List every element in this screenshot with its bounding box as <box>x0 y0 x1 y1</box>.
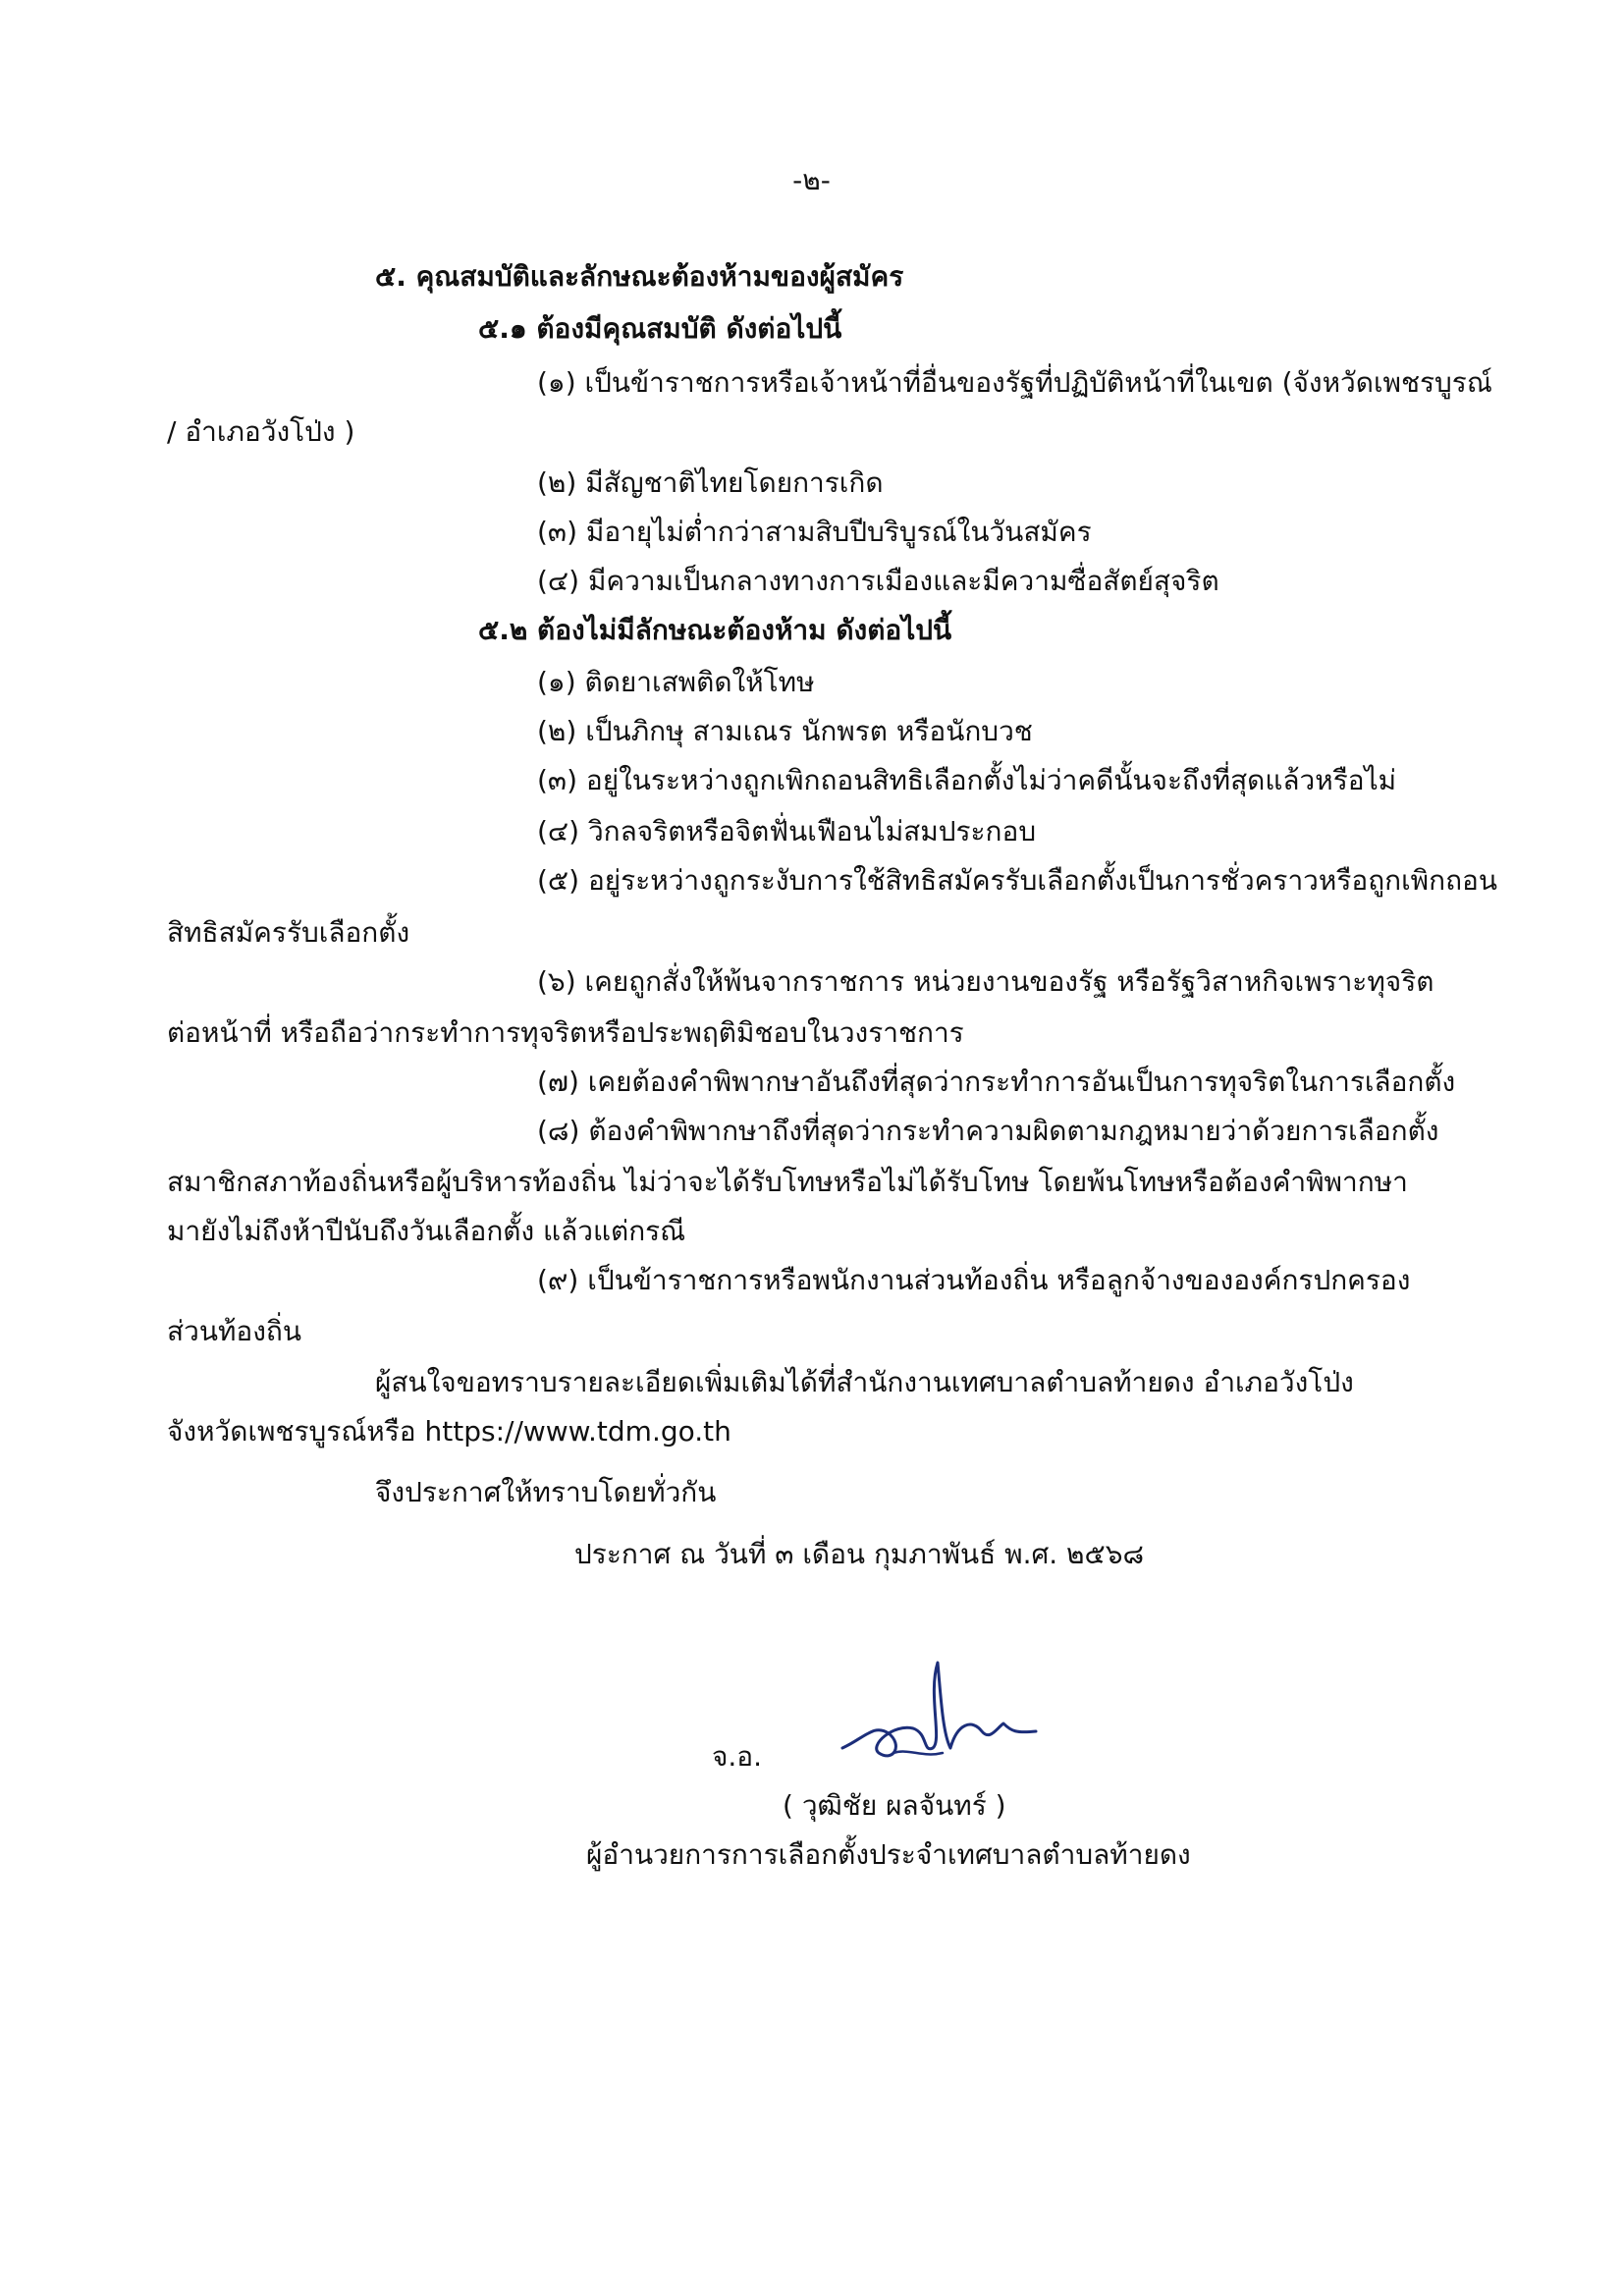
section-5-1-heading: ๕.๑ ต้องมีคุณสมบัติ ดังต่อไปนี้ <box>478 312 842 345</box>
prohibition-item: (๖) เคยถูกสั่งให้พ้นจากราชการ หน่วยงานของรัฐ หรือรัฐวิสาหกิจเพราะทุจริต <box>537 965 1434 998</box>
prohibition-item-continuation: ต่อหน้าที่ หรือถือว่ากระทำการทุจริตหรือประพฤติมิชอบในวงราชการ <box>167 1016 964 1049</box>
prohibition-item: (๗) เคยต้องคำพิพากษาอันถึงที่สุดว่ากระทำการอันเป็นการทุจริตในการเลือกตั้ง <box>537 1066 1456 1098</box>
prohibition-item: (๕) อยู่ระหว่างถูกระงับการใช้สิทธิสมัครรับเลือกตั้งเป็นการชั่วคราวหรือถูกเพิกถอน <box>537 864 1498 897</box>
prohibition-item: (๒) เป็นภิกษุ สามเณร นักพรต หรือนักบวช <box>537 715 1033 747</box>
prohibition-item: (๓) อยู่ในระหว่างถูกเพิกถอนสิทธิเลือกตั้งไม่ว่าคดีนั้นจะถึงที่สุดแล้วหรือไม่ <box>537 764 1397 796</box>
signer-prefix: จ.อ. <box>712 1740 763 1773</box>
signer-name: ( วุฒิชัย ผลจันทร์ ) <box>783 1789 1006 1822</box>
qualification-item: (๔) มีความเป็นกลางทางการเมืองและมีความซื่อสัตย์สุจริต <box>537 565 1219 597</box>
signature <box>835 1655 1041 1782</box>
prohibition-item: (๔) วิกลจริตหรือจิตฟั่นเฟือนไม่สมประกอบ <box>537 815 1037 847</box>
prohibition-item-continuation: สมาชิกสภาท้องถิ่นหรือผู้บริหารท้องถิ่น ไม่ว่าจะได้รับโทษหรือไม่ได้รับโทษ โดยพ้นโทษหรือต้องคำพิพากษา <box>167 1166 1408 1198</box>
page-number: -๒- <box>792 164 831 196</box>
announce-line: จึงประกาศให้ทราบโดยทั่วกัน <box>375 1476 717 1508</box>
prohibition-item-continuation: มายังไม่ถึงห้าปีนับถึงวันเลือกตั้ง แล้วแต่กรณี <box>167 1215 686 1247</box>
date-line: ประกาศ ณ วันที่ ๓ เดือน กุมภาพันธ์ พ.ศ. ๒๕๖๘ <box>574 1538 1145 1570</box>
prohibition-item: (๑) ติดยาเสพติดให้โทษ <box>537 666 815 698</box>
qualification-item: (๑) เป็นข้าราชการหรือเจ้าหน้าที่อื่นของรัฐที่ปฏิบัติหน้าที่ในเขต (จังหวัดเพชรบูรณ์ <box>537 366 1492 399</box>
section-5-heading: ๕. คุณสมบัติและลักษณะต้องห้ามของผู้สมัคร <box>375 260 904 293</box>
qualification-item: (๒) มีสัญชาติไทยโดยการเกิด <box>537 466 884 499</box>
prohibition-item: (๘) ต้องคำพิพากษาถึงที่สุดว่ากระทำความผิดตามกฎหมายว่าด้วยการเลือกตั้ง <box>537 1115 1439 1147</box>
prohibition-item-continuation: สิทธิสมัครรับเลือกตั้ง <box>167 916 410 949</box>
qualification-item: (๓) มีอายุไม่ต่ำกว่าสามสิบปีบริบูรณ์ในวันสมัคร <box>537 516 1092 548</box>
qualification-item-continuation: / อำเภอวังโป่ง ) <box>167 415 355 448</box>
prohibition-item-continuation: ส่วนท้องถิ่น <box>167 1315 301 1347</box>
prohibition-item: (๙) เป็นข้าราชการหรือพนักงานส่วนท้องถิ่น หรือลูกจ้างขององค์กรปกครอง <box>537 1264 1411 1296</box>
signer-position: ผู้อำนวยการการเลือกตั้งประจำเทศบาลตำบลท้ายดง <box>586 1838 1191 1871</box>
section-5-2-heading: ๕.๒ ต้องไม่มีลักษณะต้องห้าม ดังต่อไปนี้ <box>478 614 952 646</box>
contact-line: ผู้สนใจขอทราบรายละเอียดเพิ่มเติมได้ที่สำนักงานเทศบาลตำบลท้ายดง อำเภอวังโป่ง <box>375 1366 1354 1398</box>
contact-line: จังหวัดเพชรบูรณ์หรือ https://www.tdm.go.th <box>167 1415 731 1448</box>
